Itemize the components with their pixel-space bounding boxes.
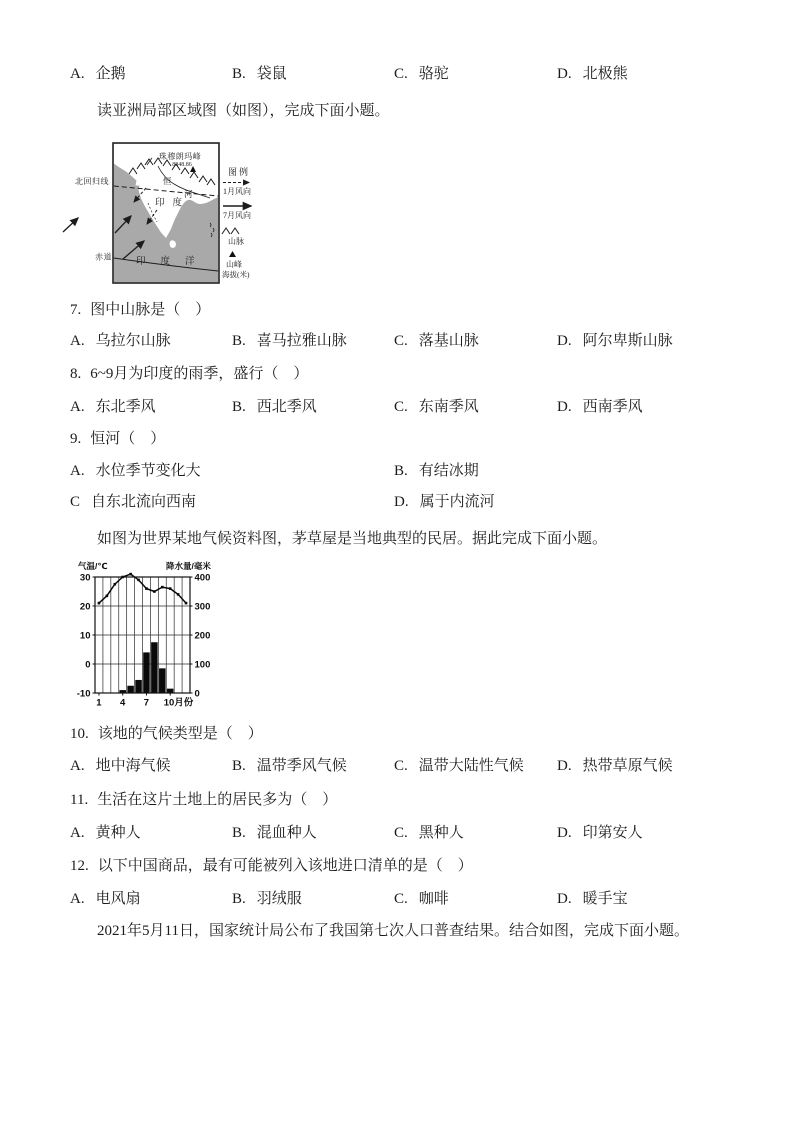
option-a: A. 电风扇 <box>70 891 141 907</box>
precip-bar <box>127 686 134 693</box>
question-9-options-row-2 <box>0 490 793 512</box>
census-intro-text: 2021年5月11日，国家统计局公布了我国第七次人口普查结果。结合如图，完成下面小题。 <box>97 923 689 939</box>
indian-ocean-label: 印度洋 <box>136 257 210 267</box>
question-7-stem: 7. 图中山脉是（ ） <box>70 302 211 318</box>
option-c: C. 黑种人 <box>394 825 464 841</box>
option-b: B. 喜马拉雅山脉 <box>232 333 347 349</box>
left-axis-tick: 20 <box>79 601 91 613</box>
option-a: A. 乌拉尔山脉 <box>70 333 171 349</box>
temperature-point <box>113 583 116 586</box>
precip-bar <box>167 689 174 693</box>
question-11-options <box>0 821 793 843</box>
left-axis-tick: 10 <box>79 630 91 642</box>
temperature-point <box>137 579 140 582</box>
option-a: A. 黄种人 <box>70 825 141 841</box>
left-axis-tick: -10 <box>76 688 91 700</box>
tropic-label: 北回归线 <box>75 177 109 186</box>
temperature-point <box>161 586 164 589</box>
question-7-options <box>0 329 793 351</box>
option-d: D. 西南季风 <box>557 399 643 415</box>
option-b: B. 西北季风 <box>232 399 317 415</box>
option-d: D. 印第安人 <box>557 825 643 841</box>
legend-mountains-label: 山脉 <box>228 237 244 246</box>
right-axis-title: 降水量/毫米 <box>166 561 211 571</box>
temperature-point <box>169 587 172 590</box>
legend-jul-wind-label: 7月风向 <box>223 211 251 220</box>
legend-peak-label: 山峰 <box>226 260 242 269</box>
temperature-point <box>106 595 109 598</box>
legend-elevation-label: 海拔(米) <box>222 270 250 279</box>
option-b: B. 有结冰期 <box>394 463 479 479</box>
temperature-point <box>153 590 156 593</box>
question-12-options <box>0 887 793 909</box>
legend-peak-icon <box>229 251 236 257</box>
option-c: C. 骆驼 <box>394 66 449 82</box>
option-d: D. 暖手宝 <box>557 891 628 907</box>
map-legend <box>222 166 251 279</box>
asia-map-figure <box>60 140 275 292</box>
everest-elevation-label: 8848.86 <box>172 162 192 168</box>
option-a: A. 东北季风 <box>70 399 156 415</box>
temperature-point <box>177 593 180 596</box>
option-d: D. 阿尔卑斯山脉 <box>557 333 673 349</box>
precip-bar <box>151 642 158 693</box>
asia-map-intro-text: 读亚洲局部区域图（如图），完成下面小题。 <box>97 103 390 119</box>
question-8-options <box>0 395 793 417</box>
question-10-stem: 10. 该地的气候类型是（ ） <box>70 726 263 742</box>
x-axis-tick: 4 <box>120 697 126 709</box>
option-b: B. 温带季风气候 <box>232 758 347 774</box>
x-axis-tick: 1 <box>96 697 102 709</box>
india-label: 印度 <box>155 198 191 209</box>
option-c: C. 落基山脉 <box>394 333 479 349</box>
right-axis-tick: 0 <box>194 688 200 700</box>
question-12-stem: 12. 以下中国商品，最有可能被列入该地进口清单的是（ ） <box>70 858 473 874</box>
temperature-point <box>145 587 148 590</box>
option-c: C. 温带大陆性气候 <box>394 758 524 774</box>
legend-title: 图例 <box>228 167 251 177</box>
option-c: C. 咖啡 <box>394 891 449 907</box>
option-c: C. 东南季风 <box>394 399 479 415</box>
right-axis-tick: 300 <box>194 601 211 613</box>
left-axis-title: 气温/℃ <box>78 561 108 571</box>
equator-label: 赤道 <box>95 252 112 262</box>
precip-bar <box>159 668 166 693</box>
everest-label: 珠穆朗玛峰 <box>158 152 202 161</box>
question-10-options <box>0 754 793 776</box>
option-d: D. 北极熊 <box>557 66 628 82</box>
left-axis-tick: 30 <box>79 572 91 584</box>
question-6-options <box>0 62 793 84</box>
legend-mountain-icon <box>222 228 239 234</box>
x-axis-tick: 10月份 <box>163 697 194 709</box>
question-8-stem: 8. 6~9月为印度的雨季，盛行（ ） <box>70 366 309 382</box>
x-axis-tick: 7 <box>143 697 150 709</box>
legend-jan-wind-label: 1月风向 <box>223 187 251 196</box>
option-a: A. 地中海气候 <box>70 758 171 774</box>
option-a: A. 水位季节变化大 <box>70 463 201 479</box>
option-b: B. 袋鼠 <box>232 66 287 82</box>
ganges-label-char1: 恒 <box>163 176 172 186</box>
temperature-point <box>98 602 101 605</box>
right-axis-tick: 100 <box>194 659 211 671</box>
temperature-point <box>129 573 132 576</box>
question-9-options-row-1 <box>0 459 793 481</box>
precip-bar <box>135 680 142 693</box>
option-d: D. 属于内流河 <box>394 494 495 510</box>
option-b: B. 羽绒服 <box>232 891 302 907</box>
right-axis-tick: 200 <box>194 630 211 642</box>
climate-intro-text: 如图为世界某地气候资料图，茅草屋是当地典型的民居。据此完成下面小题。 <box>97 531 608 547</box>
temperature-point <box>185 602 188 605</box>
right-axis-tick: 400 <box>194 572 211 584</box>
option-d: D. 热带草原气候 <box>557 758 673 774</box>
option-b: B. 混血种人 <box>232 825 317 841</box>
question-9-stem: 9. 恒河（ ） <box>70 431 166 447</box>
left-axis-tick: 0 <box>85 659 91 671</box>
climate-chart-figure <box>60 556 270 716</box>
option-a: A. 企鹅 <box>70 66 126 82</box>
precip-bar <box>143 652 150 693</box>
option-c: C 自东北流向西南 <box>70 494 197 510</box>
question-11-stem: 11. 生活在这片土地上的居民多为（ ） <box>70 792 338 808</box>
ganges-label-char2: 河 <box>184 189 193 199</box>
